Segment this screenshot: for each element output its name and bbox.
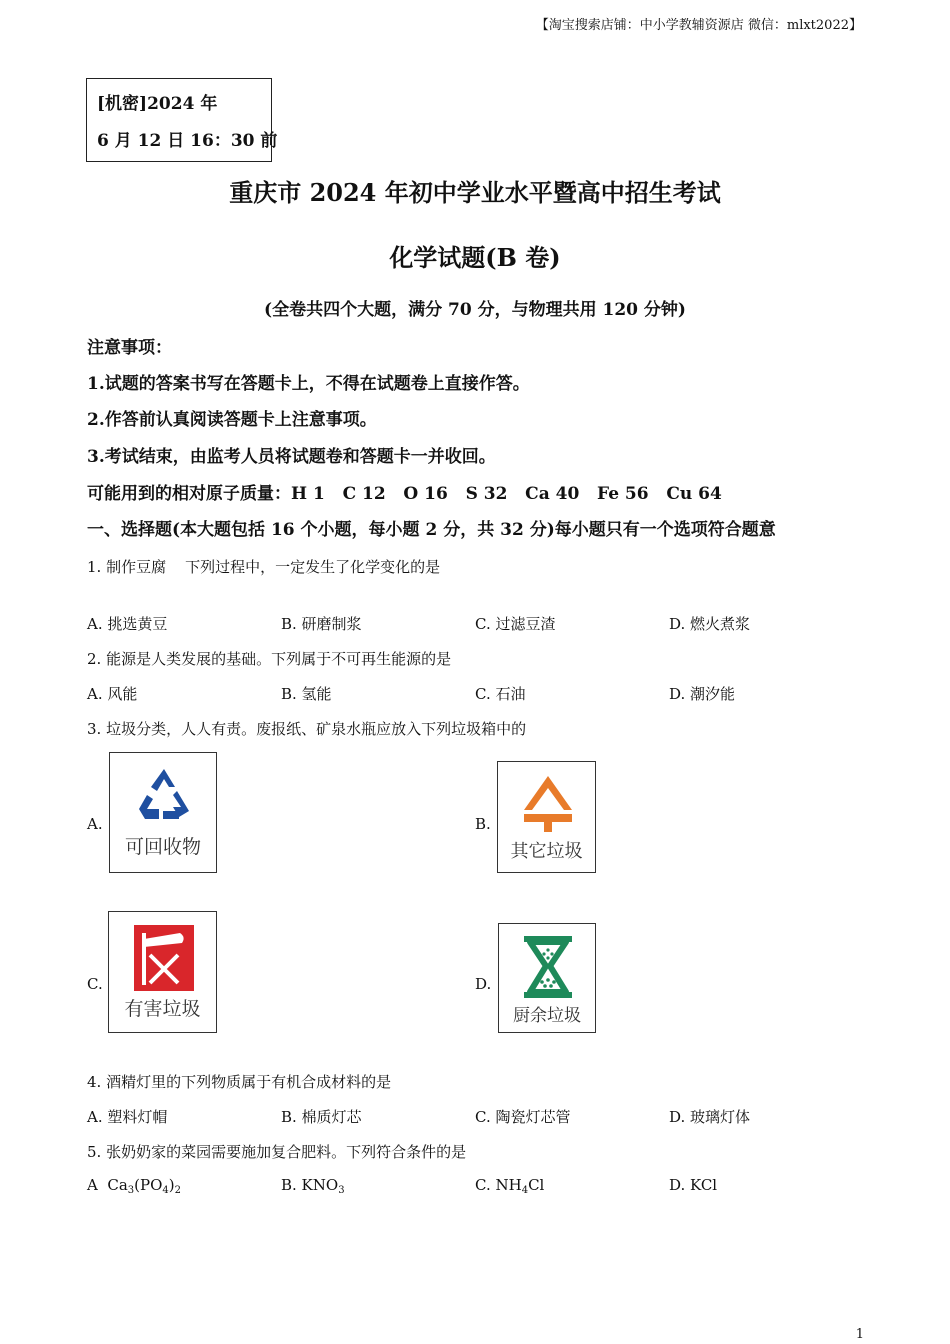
question-2-option-b: B. 氢能 [281,685,332,703]
question-2-option-a: A. 风能 [87,685,138,703]
question-2-option-d: D. 潮汐能 [669,685,736,703]
kitchen-waste-bin-label: 厨余垃圾 [513,1006,581,1026]
recycle-icon [133,765,195,825]
question-1-option-c: C. 过滤豆渣 [475,615,556,633]
notice-item: 2.作答前认真阅读答题卡上注意事项。 [87,410,377,430]
question-3-option-d-letter: D. [475,975,492,993]
section-1-heading: 一、选择题(本大题包括 16 个小题，每小题 2 分，共 32 分)每小题只有一个选项符合题意 [87,520,776,540]
header-note: 【淘宝搜索店铺：中小学教辅资源店 微信：mlxt2022】 [535,18,862,33]
question-4-stem: 4. 酒精灯里的下列物质属于有机合成材料的是 [87,1073,392,1091]
question-3-stem: 3. 垃圾分类，人人有责。废报纸、矿泉水瓶应放入下列垃圾箱中的 [87,720,527,738]
exam-title: 重庆市 2024 年初中学业水平暨高中招生考试 [229,178,721,207]
confidential-line-1: [机密]2024 年 [97,94,218,114]
question-1-option-b: B. 研磨制浆 [281,615,362,633]
recyclable-bin-label: 可回收物 [124,836,201,858]
hazardous-waste-bin-sign [108,911,217,1033]
exam-subtitle: 化学试题(B 卷) [389,243,561,272]
question-1-stem: 1. 制作豆腐 下列过程中，一定发生了化学变化的是 [87,558,441,576]
question-3-option-b-letter: B. [475,815,491,833]
question-4-option-a: A. 塑料灯帽 [87,1108,168,1126]
question-4-option-b: B. 棉质灯芯 [281,1108,362,1126]
other-waste-icon [520,774,576,834]
hazardous-waste-icon [134,925,194,991]
question-5-stem: 5. 张奶奶家的菜园需要施加复合肥料。下列符合条件的是 [87,1143,467,1161]
confidential-line-2: 6 月 12 日 16：30 前 [97,131,278,151]
exam-note: (全卷共四个大题，满分 70 分，与物理共用 120 分钟) [264,300,686,320]
question-5-option-a: A $Ca_3(PO_4)_2$ [87,1176,182,1196]
question-4-option-d: D. 玻璃灯体 [669,1108,751,1126]
other-waste-bin-sign [497,761,596,873]
kitchen-waste-icon [522,934,574,1000]
recyclable-bin-sign [109,752,217,873]
notice-heading: 注意事项： [87,338,172,358]
atomic-masses: 可能用到的相对原子质量：H 1 C 12 O 16 S 32 Ca 40 Fe 56 Cu 64 [87,484,722,504]
question-3-option-c-letter: C. [87,975,103,993]
notice-item: 3.考试结束，由监考人员将试题卷和答题卡一并收回。 [87,447,496,467]
question-5-option-b: B. $KNO_3$ [281,1176,345,1196]
question-5-option-c: C. $NH_4Cl$ [475,1176,545,1196]
question-2-option-c: C. 石油 [475,685,526,703]
kitchen-waste-bin-sign [498,923,596,1033]
page-number: 1 [855,1327,864,1342]
question-3-option-a-letter: A. [87,815,103,833]
hazardous-waste-bin-label: 有害垃圾 [124,998,201,1020]
question-4-option-c: C. 陶瓷灯芯管 [475,1108,571,1126]
question-5-option-d: D. KCl [669,1176,718,1194]
question-1-option-a: A. 挑选黄豆 [87,615,168,633]
question-1-option-d: D. 燃火煮浆 [669,615,751,633]
confidential-box [86,78,278,162]
notice-item: 1.试题的答案书写在答题卡上，不得在试题卷上直接作答。 [87,374,530,394]
question-2-stem: 2. 能源是人类发展的基础。下列属于不可再生能源的是 [87,650,452,668]
other-waste-bin-label: 其它垃圾 [510,841,583,862]
